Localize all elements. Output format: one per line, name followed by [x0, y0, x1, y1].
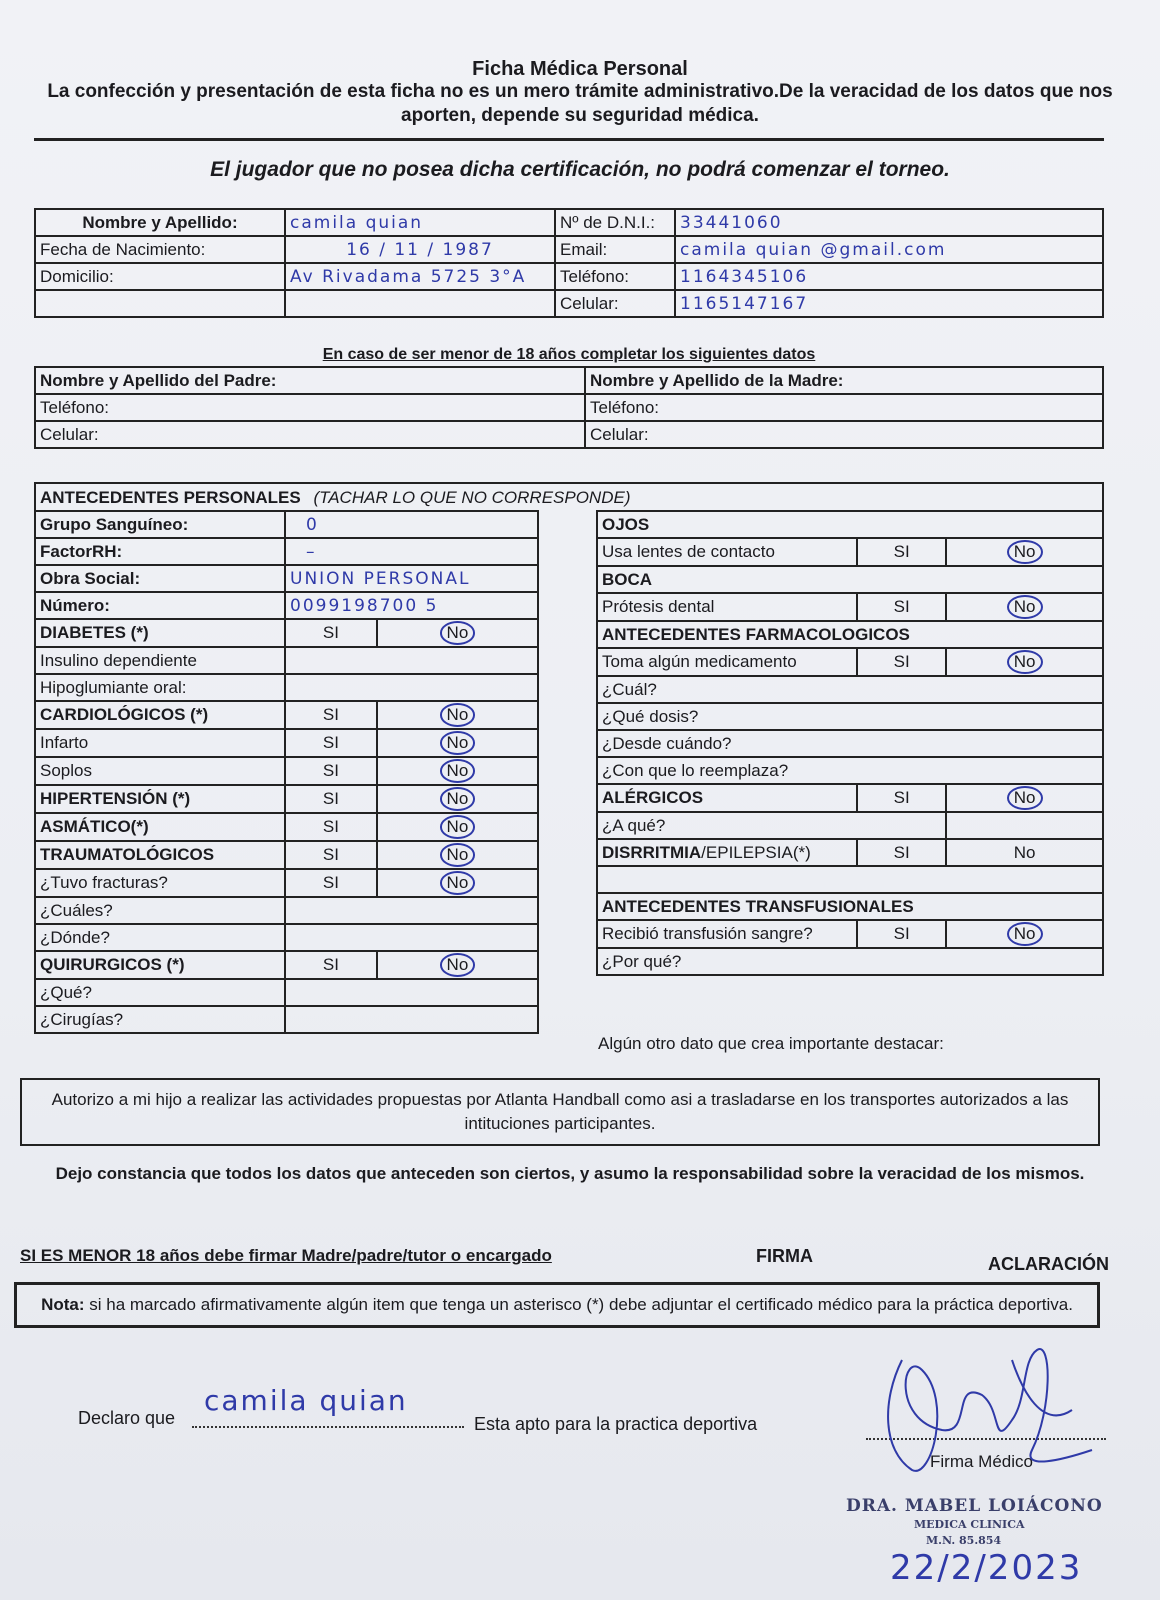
firma-label: FIRMA [756, 1246, 813, 1266]
nota-label: Nota: [41, 1295, 85, 1314]
mother-label: Nombre y Apellido de la Madre: [585, 367, 1103, 394]
no-option-cell [377, 951, 538, 979]
rh-label: FactorRH: [35, 538, 285, 565]
no-option-cell [377, 869, 538, 897]
alergicos-label: ALÉRGICOS [597, 784, 857, 812]
aque-label: ¿A qué? [597, 812, 946, 839]
dni-label: Nº de D.N.I.: [555, 209, 675, 236]
address-label: Domicilio: [35, 263, 285, 290]
left-row-label: HIPERTENSIÓN (*) [35, 785, 285, 813]
no-option-cell [377, 757, 538, 785]
name-label: Nombre y Apellido: [35, 209, 285, 236]
personal-data-table [34, 208, 1104, 318]
dosis-label: ¿Qué dosis? [597, 703, 1103, 730]
si-option: SI [857, 784, 946, 812]
medicamento-label: Toma algún medicamento [597, 648, 857, 676]
table-row [35, 897, 538, 924]
reemplaza-label: ¿Con que lo reemplaza? [597, 757, 1103, 784]
boca-heading: BOCA [597, 566, 1103, 593]
intro-text: La confección y presentación de esta ficha no es un mero trámite administrativo.De la veracidad de los datos que nos aporten, depende su seguridad médica. [47, 81, 1113, 126]
no-option-cell [377, 841, 538, 869]
antecedentes-note: (TACHAR LO QUE NO CORRESPONDE) [313, 488, 631, 507]
disrritmia-label: DISRRITMIA [602, 842, 702, 862]
phone-label: Teléfono: [555, 263, 675, 290]
protesis-label: Prótesis dental [597, 593, 857, 621]
ojos-heading: OJOS [597, 511, 1103, 538]
email-label: Email: [555, 236, 675, 263]
left-row-label: Hipoglumiante oral: [35, 674, 285, 701]
left-row-label: Soplos [35, 757, 285, 785]
desde-label: ¿Desde cuándo? [597, 730, 1103, 757]
left-row-label: ¿Cirugías? [35, 1006, 285, 1033]
declaro-label: Declaro que [78, 1408, 176, 1428]
blood-value: 0 [285, 511, 538, 538]
table-row [35, 869, 538, 897]
blank-cell [285, 924, 538, 951]
dni-value: 33441060 [675, 209, 1103, 236]
table-row [35, 674, 538, 701]
no-option-circled: No [1007, 650, 1043, 674]
minor-heading: En caso de ser menor de 18 años completar los siguientes datos [322, 346, 816, 363]
no-option-circled: No [440, 759, 476, 783]
no-option-circled: No [440, 703, 476, 727]
nota-box [14, 1282, 1100, 1328]
table-row [35, 757, 538, 785]
si-option: SI [285, 869, 377, 897]
no-option-cell [377, 729, 538, 757]
divider [34, 138, 1104, 141]
left-row-label: Insulino dependiente [35, 647, 285, 674]
farma-heading: ANTECEDENTES FARMACOLOGICOS [597, 621, 1103, 648]
table-row [35, 701, 538, 729]
table-row [35, 813, 538, 841]
no-option-circled: No [440, 871, 476, 895]
blank-cell [946, 812, 1103, 839]
blood-label: Grupo Sanguíneo: [35, 511, 285, 538]
left-row-label: ¿Qué? [35, 979, 285, 1006]
table-row [35, 647, 538, 674]
no-option-circled: No [440, 815, 476, 839]
no-option-cell [377, 785, 538, 813]
no-option-circled: No [1007, 595, 1043, 619]
tournament-notice: El jugador que no posea dicha certificación, no podrá comenzar el torneo. [210, 158, 950, 181]
right-antecedentes-table [596, 510, 1104, 976]
table-row [35, 979, 538, 1006]
no-option-circled: No [1007, 922, 1043, 946]
porque-label: ¿Por qué? [597, 948, 1103, 975]
left-row-label: DIABETES (*) [35, 619, 285, 647]
no-option-cell [377, 701, 538, 729]
lentes-label: Usa lentes de contacto [597, 538, 857, 566]
number-value: 0099198700 5 [285, 592, 538, 619]
table-row [35, 619, 538, 647]
blank-cell [285, 290, 555, 317]
parents-table [34, 366, 1104, 449]
signature-date: 22/2/2023 [890, 1548, 1083, 1588]
left-row-label: QUIRURGICOS (*) [35, 951, 285, 979]
antecedentes-heading: ANTECEDENTES PERSONALES [40, 488, 301, 507]
no-option-circled: No [440, 731, 476, 755]
mother-cell-label: Celular: [585, 421, 1103, 448]
cual-label: ¿Cuál? [597, 676, 1103, 703]
left-row-label: ¿Cuáles? [35, 897, 285, 924]
no-option-circled: No [440, 953, 476, 977]
doctor-signature [862, 1340, 1102, 1490]
stamp-title: MEDICA CLINICA [914, 1518, 1025, 1531]
declaro-handwritten-name: camila quian [204, 1384, 408, 1417]
si-option: SI [857, 920, 946, 948]
rh-value: – [285, 538, 538, 565]
no-option-cell [377, 619, 538, 647]
other-data-note: Algún otro dato que crea importante destacar: [598, 1034, 944, 1053]
left-row-label: CARDIOLÓGICOS (*) [35, 701, 285, 729]
si-option: SI [285, 619, 377, 647]
blank-cell [285, 1006, 538, 1033]
stamp-mn: M.N. 85.854 [926, 1534, 1002, 1547]
father-label: Nombre y Apellido del Padre: [35, 367, 585, 394]
si-option: SI [857, 538, 946, 566]
no-option-circled: No [440, 843, 476, 867]
phone-value: 1164345106 [675, 263, 1103, 290]
si-option: SI [285, 951, 377, 979]
epilepsia-label: /EPILEPSIA(*) [701, 842, 811, 862]
father-phone-label: Teléfono: [35, 394, 585, 421]
stamp-name: DRA. MABEL LOIÁCONO [846, 1496, 1103, 1516]
table-row [35, 924, 538, 951]
birth-value: 16 / 11 / 1987 [285, 236, 555, 263]
aclaracion-label: ACLARACIÓN [988, 1254, 1109, 1274]
si-option: SI [857, 648, 946, 676]
recibio-label: Recibió transfusión sangre? [597, 920, 857, 948]
nota-text: si ha marcado afirmativamente algún item que tenga un asterisco (*) debe adjuntar el certificado médico para la práctica deportiva. [84, 1295, 1073, 1314]
mother-phone-label: Teléfono: [585, 394, 1103, 421]
cell-label: Celular: [555, 290, 675, 317]
si-option: SI [285, 701, 377, 729]
email-value: camila quian @gmail.com [675, 236, 1103, 263]
left-antecedentes-table [34, 510, 539, 1034]
left-row-label: TRAUMATOLÓGICOS [35, 841, 285, 869]
si-option: SI [285, 841, 377, 869]
authorization-box: Autorizo a mi hijo a realizar las actividades propuestas por Atlanta Handball como asi a trasladarse en los transportes autorizados a las intituciones participantes. [20, 1078, 1100, 1146]
address-value: Av Rivadama 5725 3°A [285, 263, 555, 290]
number-label: Número: [35, 592, 285, 619]
no-option-circled: No [440, 787, 476, 811]
si-option: SI [857, 593, 946, 621]
blank-cell [285, 979, 538, 1006]
transf-heading: ANTECEDENTES TRANSFUSIONALES [597, 893, 1103, 920]
blank-cell [285, 897, 538, 924]
table-row [35, 1006, 538, 1033]
declaration-text: Dejo constancia que todos los datos que anteceden son ciertos, y asumo la responsabilidad sobre la veracidad de los mismos. [55, 1164, 1085, 1183]
declaro-dotted-line [192, 1426, 464, 1428]
blank-cell [35, 290, 285, 317]
blank-cell [285, 647, 538, 674]
si-option: SI [285, 757, 377, 785]
table-row [35, 785, 538, 813]
father-cell-label: Celular: [35, 421, 585, 448]
si-option: SI [285, 785, 377, 813]
no-option-circled: No [1007, 540, 1043, 564]
table-row [35, 951, 538, 979]
no-option-circled: No [1007, 786, 1043, 810]
blank-cell [285, 674, 538, 701]
left-row-label: ASMÁTICO(*) [35, 813, 285, 841]
birth-label: Fecha de Nacimiento: [35, 236, 285, 263]
table-row [35, 841, 538, 869]
insurance-value: UNION PERSONAL [285, 565, 538, 592]
no-option-cell [377, 813, 538, 841]
no-option: No [946, 839, 1103, 866]
firma-medico-label: Firma Médico [930, 1452, 1033, 1471]
left-row-label: ¿Tuvo fracturas? [35, 869, 285, 897]
no-option-circled: No [440, 621, 476, 645]
name-value: camila quian [285, 209, 555, 236]
left-row-label: Infarto [35, 729, 285, 757]
form-title: Ficha Médica Personal [472, 58, 688, 80]
table-row [35, 729, 538, 757]
si-option: SI [857, 839, 946, 866]
antecedentes-heading-row [34, 482, 1104, 510]
si-option: SI [285, 813, 377, 841]
apto-text: Esta apto para la practica deportiva [474, 1414, 758, 1434]
left-row-label: ¿Dónde? [35, 924, 285, 951]
si-option: SI [285, 729, 377, 757]
insurance-label: Obra Social: [35, 565, 285, 592]
cell-value: 1165147167 [675, 290, 1103, 317]
blank-row [597, 866, 1103, 893]
minor-sign-label: SI ES MENOR 18 años debe firmar Madre/padre/tutor o encargado [20, 1246, 552, 1265]
